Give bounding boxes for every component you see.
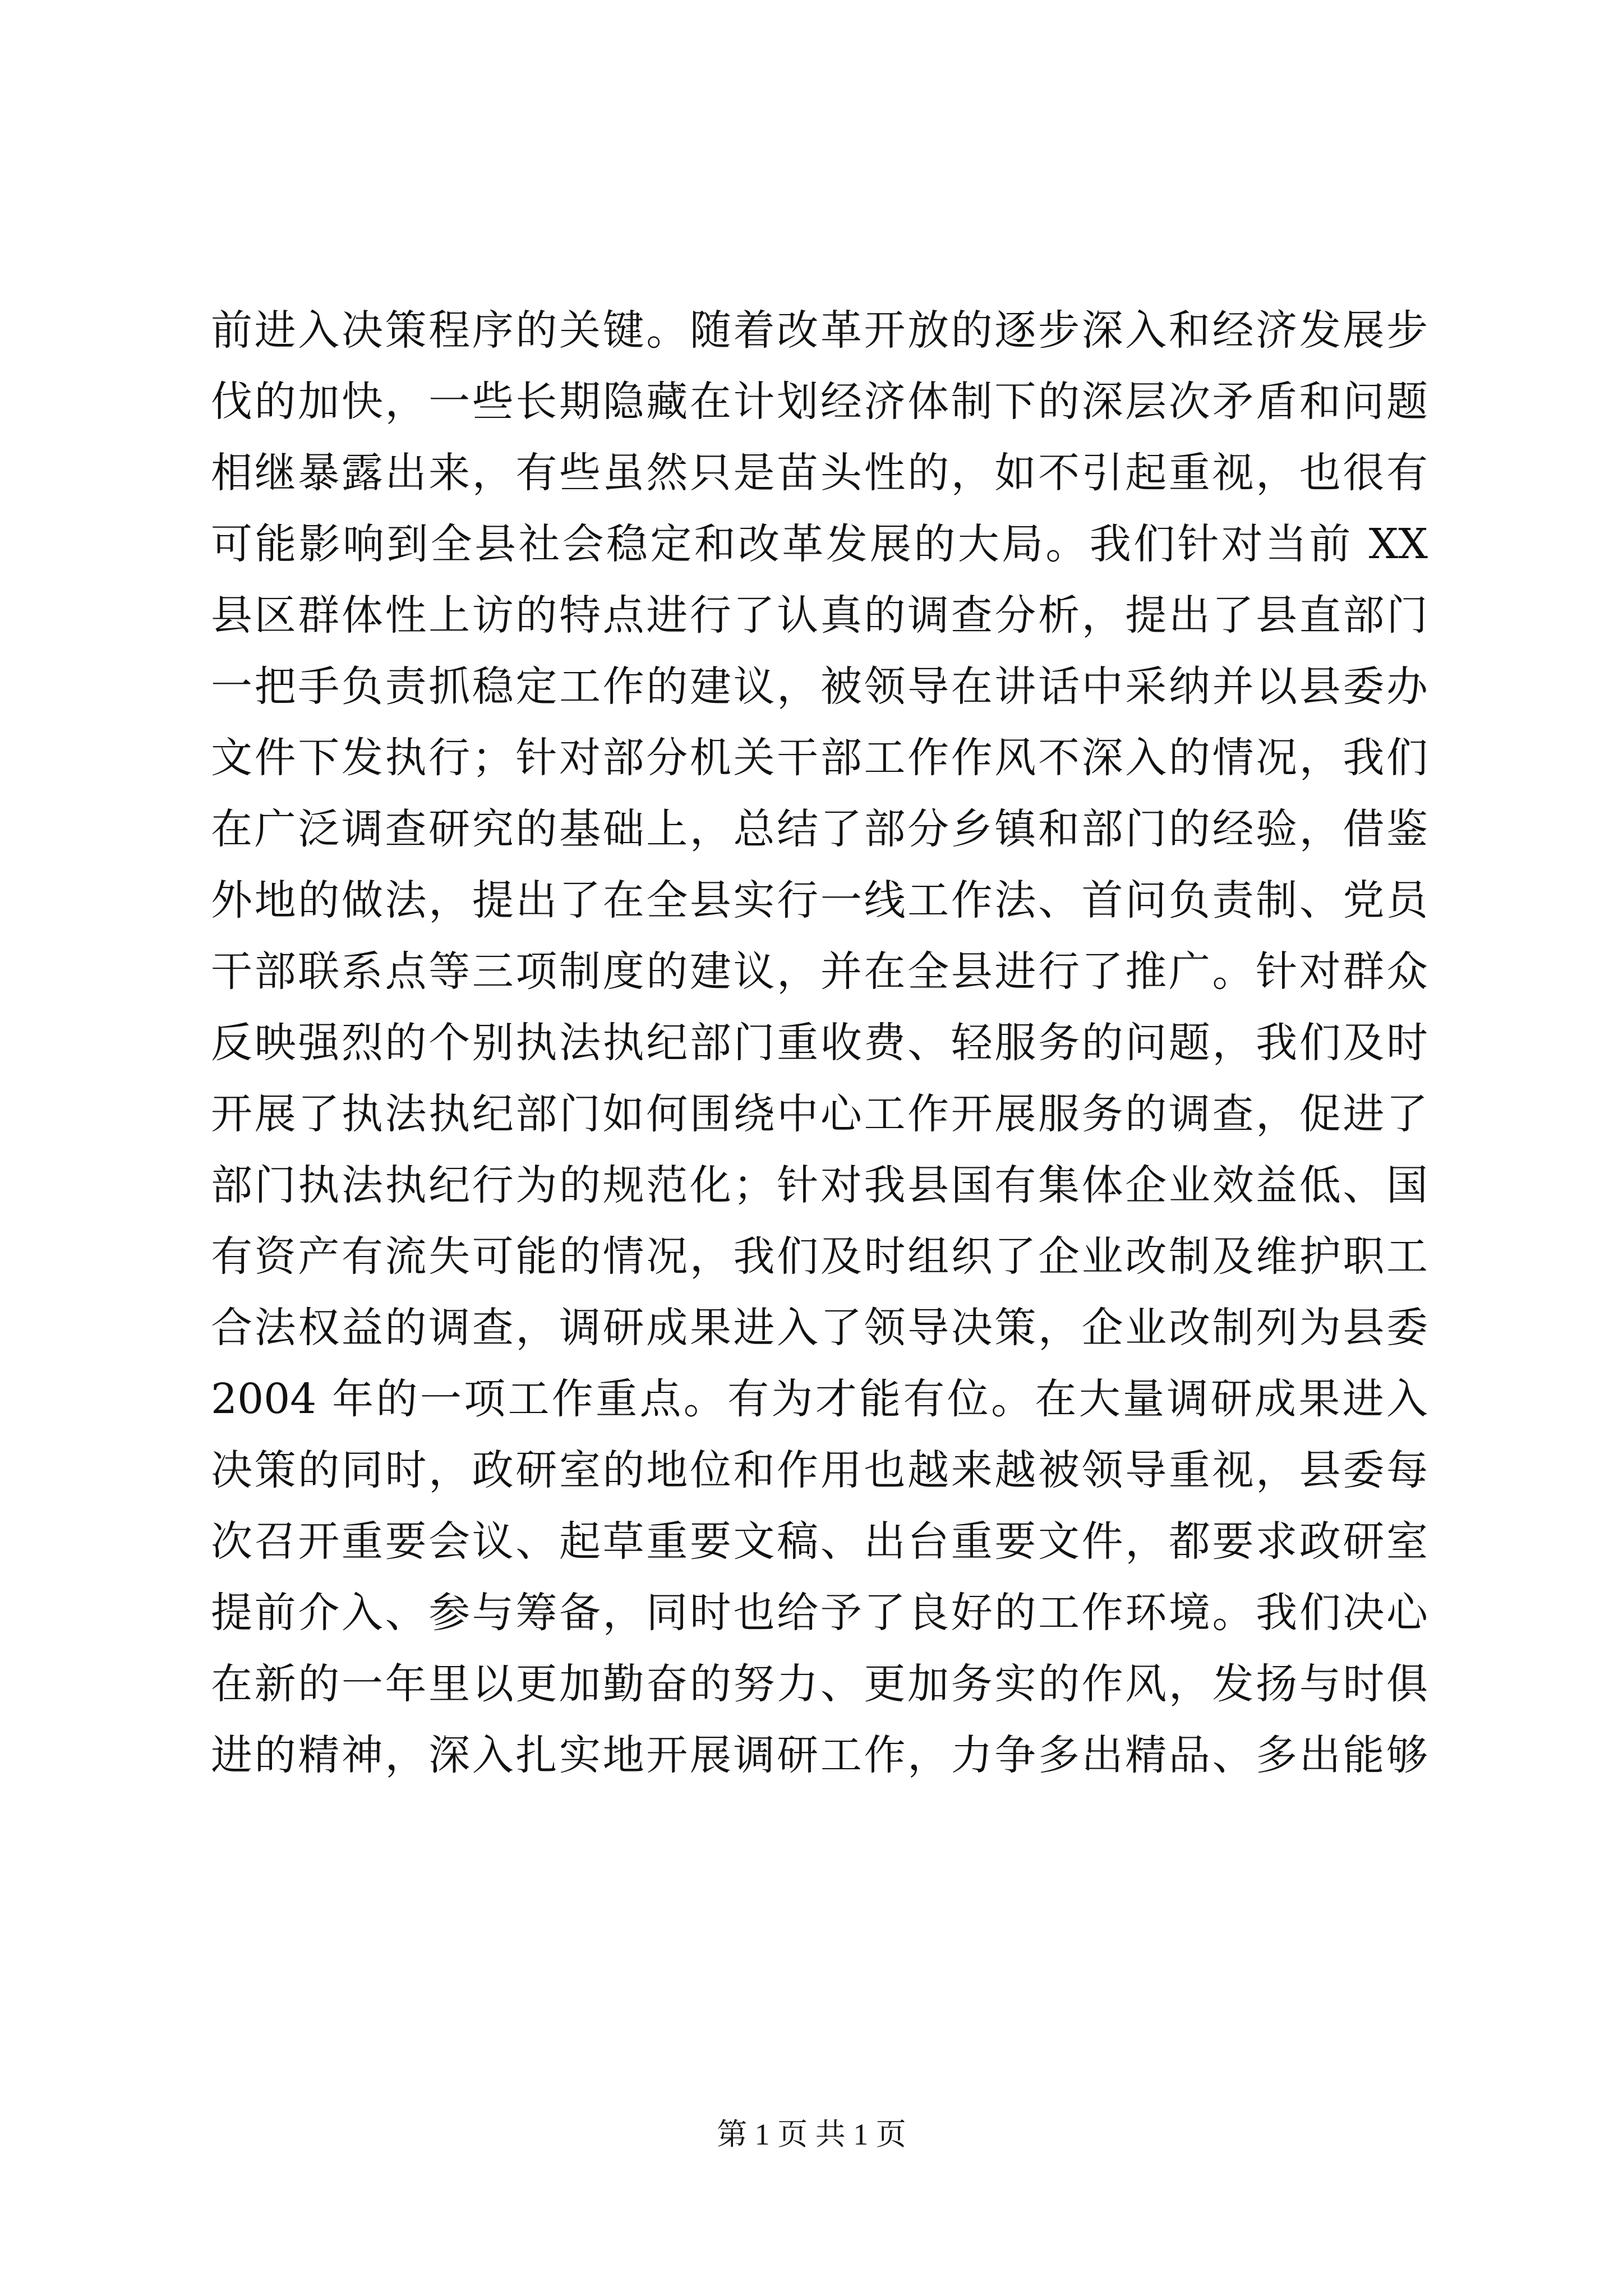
text-line: 在广泛调查研究的基础上，总结了部分乡镇和部门的经验，借鉴 xyxy=(211,805,1428,853)
text-line: 进的精神，深入扎实地开展调研工作，力争多出精品、多出能够 xyxy=(211,1731,1428,1779)
text-line: 伐的加快，一些长期隐藏在计划经济体制下的深层次矛盾和问题 xyxy=(211,378,1428,426)
text-line: 文件下发执行；针对部分机关干部工作作风不深入的情况，我们 xyxy=(211,734,1428,782)
text-line: 反映强烈的个别执法执纪部门重收费、轻服务的问题，我们及时 xyxy=(211,1019,1428,1067)
text-line: 合法权益的调查，调研成果进入了领导决策，企业改制列为县委 xyxy=(211,1304,1428,1352)
text-line: 在新的一年里以更加勤奋的努力、更加务实的作风，发扬与时俱 xyxy=(211,1660,1428,1708)
body-text xyxy=(211,295,1428,1791)
text-line: 可能影响到全县社会稳定和改革发展的大局。我们针对当前 XX xyxy=(211,520,1428,568)
text-line: 决策的同时，政研室的地位和作用也越来越被领导重视，县委每 xyxy=(211,1446,1428,1494)
text-line: 一把手负责抓稳定工作的建议，被领导在讲话中采纳并以县委办 xyxy=(211,662,1428,711)
text-line: 部门执法执纪行为的规范化；针对我县国有集体企业效益低、国 xyxy=(211,1161,1428,1209)
page-number-indicator: 第 1 页 共 1 页 xyxy=(717,2118,906,2151)
text-line: 2004 年的一项工作重点。有为才能有位。在大量调研成果进入 xyxy=(211,1375,1428,1423)
page-footer xyxy=(0,2115,1623,2154)
text-line: 干部联系点等三项制度的建议，并在全县进行了推广。针对群众 xyxy=(211,947,1428,996)
text-line: 有资产有流失可能的情况，我们及时组织了企业改制及维护职工 xyxy=(211,1232,1428,1281)
text-line: 前进入决策程序的关键。随着改革开放的逐步深入和经济发展步 xyxy=(211,306,1428,355)
text-line: 县区群体性上访的特点进行了认真的调查分析，提出了县直部门 xyxy=(211,591,1428,639)
text-line: 开展了执法执纪部门如何围绕中心工作开展服务的调查，促进了 xyxy=(211,1090,1428,1138)
text-line: 相继暴露出来，有些虽然只是苗头性的，如不引起重视，也很有 xyxy=(211,449,1428,497)
text-line: 次召开重要会议、起草重要文稿、出台重要文件，都要求政研室 xyxy=(211,1517,1428,1566)
text-line: 提前介入、参与筹备，同时也给予了良好的工作环境。我们决心 xyxy=(211,1589,1428,1637)
text-line: 外地的做法，提出了在全县实行一线工作法、首问负责制、党员 xyxy=(211,876,1428,924)
